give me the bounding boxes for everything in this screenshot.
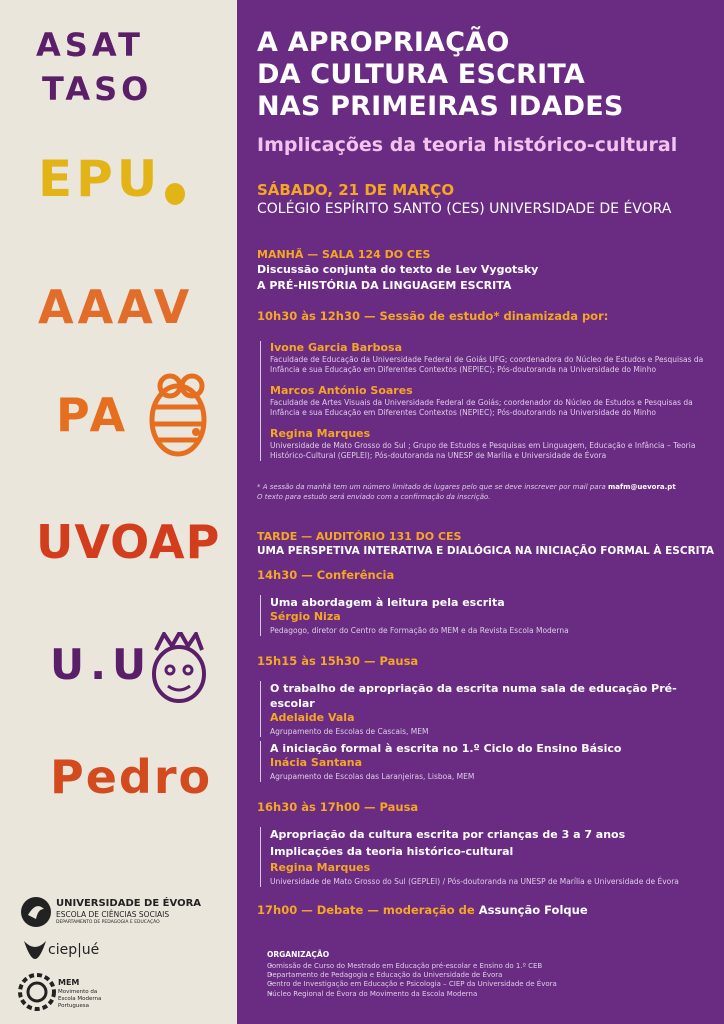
speaker-name: Ivone Garcia Barbosa (270, 341, 402, 354)
talk-block (260, 681, 715, 737)
program-panel (237, 0, 724, 1024)
organization-title: ORGANIZAÇÃO (267, 950, 330, 959)
talk-desc: Pedagogo, diretor do Centro de Formação do MEM e da Revista Escola Moderna (270, 626, 569, 635)
title-line: DA CULTURA ESCRITA (257, 59, 585, 90)
uevora-logo-icon (20, 895, 52, 929)
speaker-desc: Faculdade de Educação da Universidade Federal de Goiás UFG; coordenadora do Núcleo de Estudos e Pesquisas da Infância e sua Educação em Diferentes Contextos (NEPIEC); Pós-doutoranda na Universidade do Minho (270, 355, 704, 374)
handwriting-word: Pedro (50, 750, 213, 804)
face-drawing (148, 632, 210, 704)
uevora-school: ESCOLA DE CIÊNCIAS SOCIAIS (56, 910, 170, 919)
talk-title: Uma abordagem à leitura pela escrita (270, 596, 505, 609)
talk-desc: Agrupamento de Escolas de Cascais, MEM (270, 727, 429, 736)
talk-block (260, 595, 715, 636)
afternoon-time: 15h15 às 15h30 — Pausa (257, 654, 419, 668)
talk-desc: Agrupamento de Escolas das Laranjeiras, Lisboa, MEM (270, 772, 475, 781)
handwriting-word: UVOAP (36, 515, 221, 569)
handwriting-word: ASAT (36, 26, 144, 64)
event-venue: COLÉGIO ESPÍRITO SANTO (CES) UNIVERSIDADE DE ÉVORA (257, 201, 672, 217)
morning-time: 10h30 às 12h30 — Sessão de estudo* dinamizada por: (257, 309, 609, 323)
debate-moderator: Assunção Folque (478, 903, 588, 917)
handwriting-word: TASO (42, 70, 153, 108)
mem-line: Movimento da (58, 989, 98, 995)
afternoon-header: TARDE — AUDITÓRIO 131 DO CES (257, 530, 462, 543)
event-date: SÁBADO, 21 DE MARÇO (257, 181, 455, 199)
title-line: NAS PRIMEIRAS IDADES (257, 91, 624, 122)
talk-title: O trabalho de apropriação da escrita numa sala de educação Pré-escolar (270, 682, 677, 710)
yellow-dot (165, 183, 185, 205)
talk-speaker: Inácia Santana (270, 756, 363, 769)
afternoon-time: 16h30 às 17h00 — Pausa (257, 800, 419, 814)
morning-line: Discussão conjunta do texto de Lev Vygotsky (257, 263, 539, 276)
talk-block (260, 741, 715, 782)
debate-line: 17h00 — Debate — moderação de Assunção Folque (257, 903, 588, 917)
bee-drawing (140, 372, 215, 462)
subtitle: Implicações da teoria histórico-cultural (257, 134, 678, 156)
speaker-desc: Universidade de Mato Grosso do Sul ; Grupo de Estudos e Pesquisas em Linguagem, Educação e Infância – Teoria Histórico-Cultural (GEPLEI); Pós-doutoranda na UNESP de Marília e Universidade de Évora (270, 441, 696, 460)
speaker-desc: Faculdade de Artes Visuais da Universidade Federal de Goiás; coordenador do Núcleo de Estudos e Pesquisas da Infância e sua Educação em Diferentes Contextos (NEPIEC); Pós-doutorando na Universidade do Minho (270, 398, 693, 417)
mem-line: Portuguesa (58, 1003, 89, 1009)
talk-title: Apropriação da cultura escrita por crianças de 3 a 7 anos (270, 828, 626, 841)
handwriting-panel (0, 0, 237, 1024)
organization-list (257, 962, 557, 999)
talk-desc: Universidade de Mato Grosso do Sul (GEPLEI) / Pós-doutoranda na UNESP de Marília e Universidade de Évora (270, 877, 679, 886)
ciep-logo-icon (22, 937, 48, 961)
talk-speaker: Regina Marques (270, 861, 371, 874)
talk-title: A iniciação formal à escrita no 1.º Ciclo do Ensino Básico (270, 742, 622, 755)
organization-item: • Departamento de Pedagogia e Educação da Universidade de Évora (267, 971, 557, 980)
handwriting-word: EPU (38, 150, 162, 208)
talk-speaker: Sérgio Niza (270, 610, 341, 623)
organization-item: • Comissão de Curso do Mestrado em Educação pré-escolar e Ensino do 1.º CEB (267, 962, 557, 971)
afternoon-time: 14h30 — Conferência (257, 568, 395, 582)
organization-item: • Núcleo Regional de Évora do Movimento da Escola Moderna (267, 990, 557, 999)
uevora-name: UNIVERSIDADE DE ÉVORA (56, 898, 202, 909)
handwriting-word: AAAV (38, 280, 194, 334)
uevora-dept: DEPARTAMENTO DE PEDAGOGIA E EDUCAÇÃO (56, 920, 160, 925)
organization-item: • Centro de Investigação em Educação e Psicologia – CIEP da Universidade de Évora (267, 980, 557, 989)
email-link[interactable]: mafm@uevora.pt (608, 483, 676, 491)
talk-speaker: Adelaide Vala (270, 711, 355, 724)
speaker-name: Regina Marques (270, 427, 371, 440)
mem-line: Escola Moderna (58, 996, 102, 1002)
ciep-name: ciep|ué (48, 942, 100, 958)
title-line: A APROPRIAÇÃO (257, 27, 510, 58)
handwriting-word: U.U (50, 640, 153, 689)
talk-block (260, 827, 715, 887)
speaker-name: Marcos António Soares (270, 384, 413, 397)
mem-title: MEM (58, 978, 80, 987)
mem-logo-icon (18, 972, 56, 1012)
handwriting-word: PA (56, 388, 130, 442)
talk-title: Implicações da teoria histórico-cultural (270, 845, 514, 858)
afternoon-line: UMA PERSPETIVA INTERATIVA E DIALÓGICA NA INICIAÇÃO FORMAL À ESCRITA (257, 545, 715, 557)
morning-line: A PRÉ-HISTÓRIA DA LINGUAGEM ESCRITA (257, 279, 512, 292)
morning-header: MANHÃ — SALA 124 DO CES (257, 248, 431, 261)
registration-note: * A sessão da manhã tem um número limitado de lugares pelo que se deve inscrever por mail para mafm@uevora.pt O texto para estudo será enviado com a confirmação da inscrição. (257, 483, 676, 501)
speaker-block (260, 341, 715, 461)
